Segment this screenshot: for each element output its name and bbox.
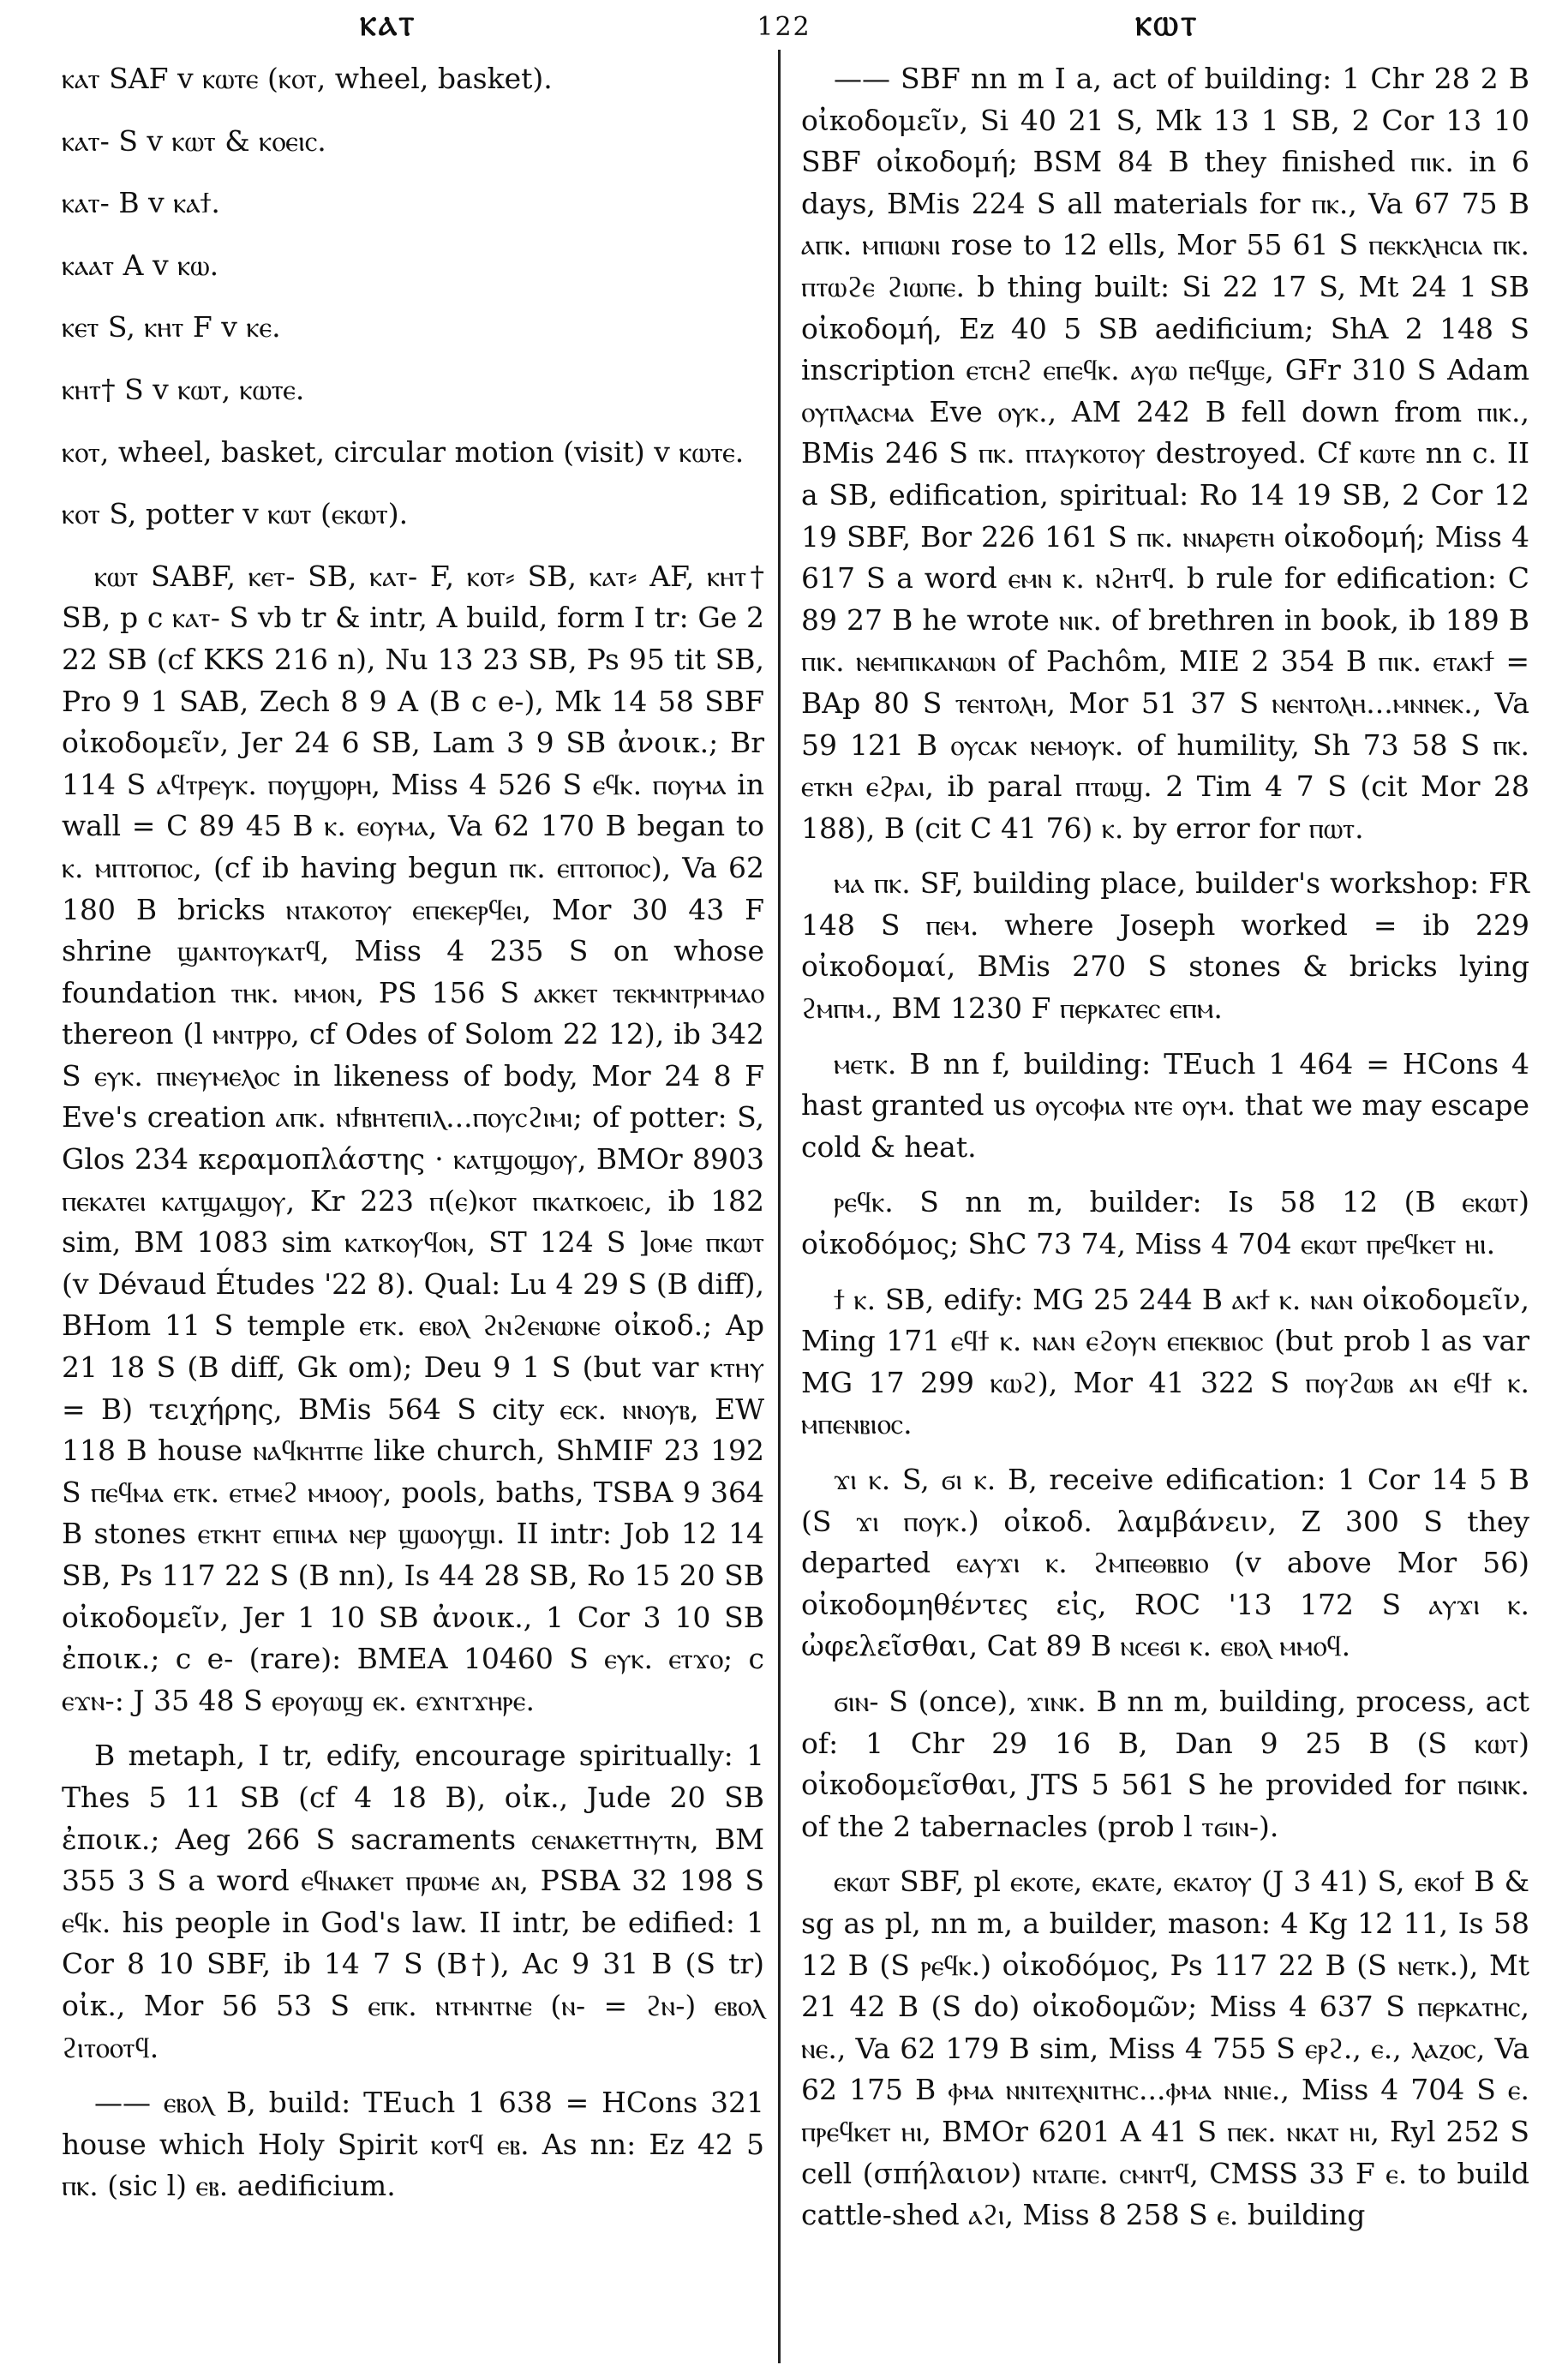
dictionary-paragraph: ⲣⲉϥⲕ. S nn m, builder: Is 58 12 (B ⲉⲕⲱⲧ) οἰκοδόμος; ShC 73 74, Miss 4 704 ⲉⲕⲱⲧ ⲡⲣⲉϥⲕⲉⲧ ⲏⲓ. <box>801 1185 1529 1261</box>
dictionary-entry: ⲕⲉⲧ S, ⲕⲏⲧ F v ⲕⲉ. <box>62 310 281 344</box>
running-head-right: ⲔⲰⲦ <box>1135 12 1200 42</box>
dictionary-paragraph: ⲉⲕⲱⲧ SBF, pl ⲉⲕⲟⲧⲉ, ⲉⲕⲁⲧⲉ, ⲉⲕⲁⲧⲟⲩ (J 3 41) S, ⲉⲕⲟϯ B & sg as pl, nn m, a builder, mason: 4 Kg 12 11, Is 58 12 B (S ⲣⲉϥⲕ.) οἰκοδόμος, Ps 117 22 B (S ⲛⲉⲧⲕ.), Mt 21 42 B (S do) οἰκοδομῶν; Miss 4 637 S ⲡⲉⲣⲕⲁⲧⲏⲥ, ⲛⲉ., Va 62 179 B sim, Miss 4 755 S ⲉⲣϩ., ⲉ., ⲗⲁⲍⲟⲥ, Va 62 175 B ⲫⲙⲁ ⲛⲛⲓⲧⲉⲭⲛⲓⲧⲏⲥ...ⲫⲙⲁ ⲛⲛⲓⲉ., Miss 4 704 S ⲉ. ⲡⲣⲉϥⲕⲉⲧ ⲏⲓ, BMOr 6201 A 41 S ⲡⲉⲕ. ⲛⲕⲁⲧ ⲏⲓ, Ryl 252 S cell (σπήλαιον) ⲛⲧⲁⲡⲉ. ⲥⲙⲛⲧϥ, CMSS 33 F ⲉ. to build cattle-shed ⲁϩⲓ, Miss 8 258 S ⲉ. building <box>801 1865 1529 2232</box>
dictionary-paragraph: ϭⲓⲛ- S (once), ϫⲓⲛⲕ. B nn m, building, process, act of: 1 Chr 29 16 B, Dan 9 25 B (S ⲕⲱⲧ) οἰκοδομεῖσθαι, JTS 5 561 S he provided for ⲡϭⲓⲛⲕ. of the 2 tabernacles (prob l ⲧϭⲓⲛ-). <box>801 1684 1529 1843</box>
dictionary-paragraph: —— SBF nn m I a, act of building: 1 Chr 28 2 B οἰκοδομεῖν, Si 40 21 S, Mk 13 1 SB, 2 Cor 13 10 SBF οἰκοδομή; BSM 84 B they finished ⲡⲓⲕ. in 6 days, BMis 224 S all materials for ⲡⲕ., Va 67 75 B ⲁⲡⲕ. ⲙⲡⲓⲱⲛⲓ rose to 12 ells, Mor 55 61 S ⲡⲉⲕⲕⲗⲏⲥⲓⲁ ⲡⲕ. ⲡⲧⲱϩⲉ ϩⲓⲱⲡⲉ. b thing built: Si 22 17 S, Mt 24 1 SB οἰκοδομή, Ez 40 5 SB aedificium; ShA 2 148 S inscription ⲉⲧⲥⲏϩ ⲉⲡⲉϥⲕ. ⲁⲩⲱ ⲡⲉϥϣⲉ, GFr 310 S Adam ⲟⲩⲡⲗⲁⲥⲙⲁ Eve ⲟⲩⲕ., AM 242 B fell down from ⲡⲓⲕ., BMis 246 S ⲡⲕ. ⲡⲧⲁⲩⲕⲟⲧⲟⲩ destroyed. Cf ⲕⲱⲧⲉ nn c. II a SB, edification, spiritual: Ro 14 19 SB, 2 Cor 12 19 SBF, Bor 226 161 S ⲡⲕ. ⲛⲛⲁⲣⲉⲧⲏ οἰκοδομή; Miss 4 617 S a word ⲉⲙⲛ ⲕ. ⲛϩⲏⲧϥ. b rule for edification: C 89 27 B he wrote ⲛⲓⲕ. of brethren in book, ib 189 B ⲡⲓⲕ. ⲛⲉⲙⲡⲓⲕⲁⲛⲱⲛ of Pachôm, MIE 2 354 B ⲡⲓⲕ. ⲉⲧⲁⲕϯ = BAp 80 S ⲧⲉⲛⲧⲟⲗⲏ, Mor 51 37 S ⲛⲉⲛⲧⲟⲗⲏ...ⲙⲛⲛⲉⲕ., Va 59 121 B ⲟⲩⲥⲁⲕ ⲛⲉⲙⲟⲩⲕ. of humility, Sh 73 58 S ⲡⲕ. ⲉⲧⲕⲏ ⲉϩⲣⲁⲓ, ib paral ⲡⲧⲱϣ. 2 Tim 4 7 S (cit Mor 28 188), B (cit C 41 76) ⲕ. by error for ⲡⲱⲧ. <box>801 62 1529 845</box>
running-head-left: ⲔⲀⲦ <box>360 12 417 42</box>
right-column <box>801 58 1529 2250</box>
dictionary-paragraph: ϯ ⲕ. SB, edify: MG 25 244 B ⲁⲕϯ ⲕ. ⲛⲁⲛ οἰκοδομεῖν, Ming 171 ⲉϥϯ ⲕ. ⲛⲁⲛ ⲉϩⲟⲩⲛ ⲉⲡⲉⲕⲃⲓⲟⲥ (but prob l as var MG 17 299 ⲕⲱϩ), Mor 41 322 S ⲡⲟⲩϩⲱⲃ ⲁⲛ ⲉϥϯ ⲕ. ⲙⲡⲉⲛⲃⲓⲟⲥ. <box>801 1282 1529 1441</box>
column-divider <box>778 50 781 2363</box>
dictionary-entry: ⲕⲁⲁⲧ A v ⲕⲱ. <box>62 248 219 282</box>
dictionary-paragraph: B metaph, I tr, edify, encourage spiritually: 1 Thes 5 11 SB (cf 4 18 B), οἰκ., Jude 20 SB ἐποικ.; Aeg 266 S sacraments ⲥⲉⲛⲁⲕⲉⲧⲧⲏⲩⲧⲛ, BM 355 3 S a word ⲉϥⲛⲁⲕⲉⲧ ⲡⲣⲱⲙⲉ ⲁⲛ, PSBA 32 198 S ⲉϥⲕ. his people in God's law. II intr, be edified: 1 Cor 8 10 SBF, ib 14 7 S (B†), Ac 9 31 B (S tr) οἰκ., Mor 56 53 S ⲉⲡⲕ. ⲛⲧⲙⲛⲧⲛⲉ (ⲛ- = ϩⲛ-) ⲉⲃⲟⲗ ϩⲓⲧⲟⲟⲧϥ. <box>62 1739 764 2064</box>
dictionary-entry: ⲕⲏⲧ† S v ⲕⲱⲧ, ⲕⲱⲧⲉ. <box>62 372 305 406</box>
dictionary-entry: ⲕⲁⲧ- S v ⲕⲱⲧ & ⲕⲟⲉⲓⲥ. <box>62 123 326 158</box>
dictionary-paragraph: ⲙⲁ ⲡⲕ. SF, building place, builder's workshop: FR 148 S ⲡⲉⲙ. where Joseph worked = ib 229 οἰκοδομαί, BMis 270 S stones & bricks lying ϩⲙⲡⲙ., BM 1230 F ⲡⲉⲣⲕⲁⲧⲉⲥ ⲉⲡⲙ. <box>801 866 1529 1026</box>
dictionary-entry: ⲕⲁⲧ SAF v ⲕⲱⲧⲉ (ⲕⲟⲧ, wheel, basket). <box>62 62 553 95</box>
dictionary-paragraph: ϫⲓ ⲕ. S, ϭⲓ ⲕ. B, receive edification: 1 Cor 14 5 B (S ϫⲓ ⲡⲟⲩⲕ.) οἰκοδ. λαμβάνειν, Z 300 S they departed ⲉⲁⲩϫⲓ ⲕ. ϩⲙⲡⲉⲑⲃⲃⲓⲟ (v above Mor 56) οἰκοδομηθέντες εἰς, ROC '13 172 S ⲁⲩϫⲓ ⲕ. ὠφελεῖσθαι, Cat 89 B ⲛⲥⲉϭⲓ ⲕ. ⲉⲃⲟⲗ ⲙⲙⲟϥ. <box>801 1463 1529 1663</box>
dictionary-paragraph: ⲙⲉⲧⲕ. B nn f, building: TEuch 1 464 = HCons 4 hast granted us ⲟⲩⲥⲟⲫⲓⲁ ⲛⲧⲉ ⲟⲩⲙ. that we may escape cold & heat. <box>801 1046 1529 1164</box>
dictionary-entry: ⲕⲁⲧ- B v ⲕⲁϯ. <box>62 186 220 220</box>
page-number: 122 <box>757 12 811 42</box>
left-column <box>62 58 764 2221</box>
dictionary-entry: ⲕⲟⲧ, wheel, basket, circular motion (visit) v ⲕⲱⲧⲉ. <box>62 434 745 469</box>
dictionary-paragraph: ⲕⲱⲧ SABF, ⲕⲉⲧ- SB, ⲕⲁⲧ- F, ⲕⲟⲧ⸗ SB, ⲕⲁⲧ⸗ AF, ⲕⲏⲧ† SB, p c ⲕⲁⲧ- S vb tr & intr, A build, form I tr: Ge 2 22 SB (cf KKS 216 n), Nu 13 23 SB, Ps 95 tit SB, Pro 9 1 SAB, Zech 8 9 A (B c e-), Mk 14 58 SBF οἰκοδομεῖν, Jer 24 6 SB, Lam 3 9 SB ἀνοικ.; Br 114 S ⲁϥⲧⲣⲉⲩⲕ. ⲡⲟⲩϣⲟⲣⲏ, Miss 4 526 S ⲉϥⲕ. ⲡⲟⲩⲙⲁ in wall = C 89 45 B ⲕ. ⲉⲟⲩⲙⲁ, Va 62 170 B began to ⲕ. ⲙⲡⲧⲟⲡⲟⲥ, (cf ib having begun ⲡⲕ. ⲉⲡⲧⲟⲡⲟⲥ), Va 62 180 B bricks ⲛⲧⲁⲕⲟⲧⲟⲩ ⲉⲡⲉⲕⲉⲣϥⲉⲓ, Mor 30 43 F shrine ϣⲁⲛⲧⲟⲩⲕⲁⲧϥ, Miss 4 235 S on whose foundation ⲧⲏⲕ. ⲙⲙⲟⲛ, PS 156 S ⲁⲕⲕⲉⲧ ⲧⲉⲕⲙⲛⲧⲣⲙⲙⲁⲟ thereon (l ⲙⲛⲧⲣⲣⲟ, cf Odes of Solom 22 12), ib 342 S ⲉⲩⲕ. ⲡⲛⲉⲩⲙⲉⲗⲟⲥ in likeness of body, Mor 24 8 F Eve's creation ⲁⲡⲕ. ⲛϯⲃⲏⲧⲉⲡⲓⲗ...ⲡⲟⲩⲥϩⲓⲙⲓ; of potter: S, Glos 234 κεραμοπλάστης · ⲕⲁⲧϣⲟϣⲟⲩ, BMOr 8903 ⲡⲉⲕⲁⲧⲉⲓ ⲕⲁⲧϣⲁϣⲟⲩ, Kr 223 ⲡ(ⲉ)ⲕⲟⲧ ⲡⲕⲁⲧⲕⲟⲉⲓⲥ, ib 182 sim, BM 1083 sim ⲕⲁⲧⲕⲟⲩϥⲟⲛ, ST 124 S ]ⲟⲙⲉ ⲡⲕⲱⲧ (v Dévaud Études '22 8). Qual: Lu 4 29 S (B diff), BHom 11 S temple ⲉⲧⲕ. ⲉⲃⲟⲗ ϩⲛϩⲉⲛⲱⲛⲉ οἰκοδ.; Ap 21 18 S (B diff, Gk om); Deu 9 1 S (but var ⲕⲧⲏⲩ = B) τειχήρης, BMis 564 S city ⲉⲥⲕ. ⲛⲛⲟⲩⲃ, EW 118 B house ⲛⲁϥⲕⲏⲧⲡⲉ like church, ShMIF 23 192 S ⲡⲉϥⲙⲁ ⲉⲧⲕ. ⲉⲧⲙⲉϩ ⲙⲙⲟⲟⲩ, pools, baths, TSBA 9 364 B stones ⲉⲧⲕⲏⲧ ⲉⲡⲓⲙⲁ ⲛⲉⲣ ϣⲱⲟⲩϣⲓ. II intr: Job 12 14 SB, Ps 117 22 S (B nn), Is 44 28 SB, Ro 15 20 SB οἰκοδομεῖν, Jer 1 10 SB ἀνοικ., 1 Cor 3 10 SB ἐποικ.; c e- (rare): BMEA 10460 S ⲉⲩⲕ. ⲉⲧϫⲟ; c ⲉϫⲛ-: J 35 48 S ⲉⲣⲟⲩⲱϣ ⲉⲕ. ⲉϫⲛⲧϫⲏⲣⲉ. <box>62 559 764 1717</box>
dictionary-paragraph: —— ⲉⲃⲟⲗ B, build: TEuch 1 638 = HCons 321 house which Holy Spirit ⲕⲟⲧϥ ⲉⲃ. As nn: Ez 42 5 ⲡⲕ. (sic l) ⲉⲃ. aedificium. <box>62 2086 764 2203</box>
dictionary-entry: ⲕⲟⲧ S, potter v ⲕⲱⲧ (ⲉⲕⲱⲧ). <box>62 497 409 531</box>
